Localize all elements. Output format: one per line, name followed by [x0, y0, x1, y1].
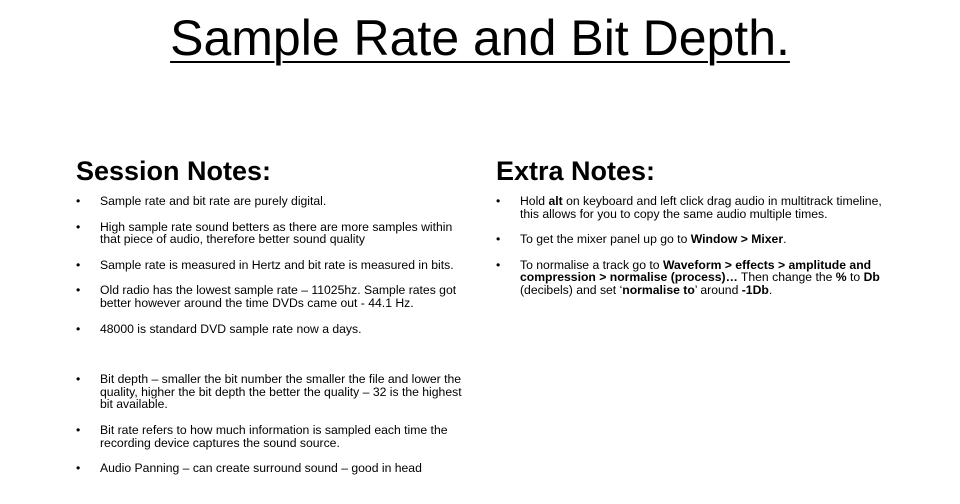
- bold-term: Waveform > effects > amplitude and compression > normalise (process)…: [520, 257, 872, 285]
- list-item-text: Sample rate is measured in Hertz and bit rate is measured in bits.: [100, 257, 454, 272]
- list-item: [76, 462, 468, 475]
- list-item: [76, 323, 468, 336]
- text-segment: Then change the: [737, 270, 836, 285]
- extra-notes-heading: Extra Notes:: [496, 156, 656, 186]
- bullet-icon: •: [496, 194, 501, 208]
- bullet-icon: •: [496, 257, 501, 272]
- bold-term: Window > Mixer: [690, 232, 784, 247]
- list-item: [76, 195, 468, 208]
- list-item: [76, 424, 468, 449]
- extra-notes-section: [496, 154, 886, 310]
- bullet-icon: •: [76, 283, 81, 298]
- list-item: [76, 284, 468, 309]
- list-item-text: Sample rate and bit rate are purely digital.: [100, 194, 327, 208]
- text-segment: .: [768, 282, 773, 297]
- extra-notes-list: [496, 195, 886, 297]
- text-segment: ’ around: [694, 282, 742, 297]
- text-segment: .: [783, 232, 787, 247]
- session-notes-section: [76, 154, 468, 488]
- list-item-text: Bit depth – smaller the bit number the smaller the file and lower the quality, higher the bit depth the better the quality – 32 is the highest bit available.: [100, 372, 462, 412]
- list-item-text: Bit rate refers to how much information is sampled each time the recording device captures the sound source.: [100, 422, 448, 450]
- list-item-text: [520, 232, 786, 246]
- list-item-text: Old radio has the lowest sample rate – 11025hz. Sample rates got better however around the time DVDs came out - 44.1 Hz.: [100, 283, 457, 310]
- list-item: [496, 233, 886, 246]
- list-item: [76, 373, 468, 411]
- bullet-icon: •: [76, 461, 81, 476]
- list-item: [76, 259, 468, 272]
- list-item-text: 48000 is standard DVD sample rate now a days.: [100, 321, 362, 336]
- list-item-text: [520, 258, 880, 297]
- text-segment: To get the mixer panel up go to: [520, 232, 691, 247]
- text-segment: to: [846, 270, 864, 285]
- bullet-icon: •: [76, 422, 81, 437]
- list-item-text: Audio Panning – can create surround sound – good in head: [100, 461, 422, 476]
- session-notes-heading: Session Notes:: [76, 156, 272, 186]
- bullet-icon: •: [76, 194, 81, 208]
- bullet-icon: •: [76, 321, 81, 336]
- text-segment: on keyboard and left click drag audio in multitrack timeline, this allows for you to copy the same audio multiple times.: [520, 194, 882, 221]
- bullet-icon: •: [76, 372, 81, 387]
- bold-term: %: [835, 270, 847, 285]
- slide-title: Sample Rate and Bit Depth.: [170, 10, 790, 66]
- list-item: [76, 221, 468, 246]
- list-item-text: [520, 194, 882, 221]
- bold-term: -1Db: [741, 282, 769, 297]
- bold-term: normalise to: [622, 282, 695, 297]
- bullet-icon: •: [76, 257, 81, 272]
- bold-term: Db: [863, 270, 880, 285]
- list-item-text: High sample rate sound betters as there are more samples within that piece of audio, therefore better sound quality: [100, 219, 453, 247]
- text-segment: (decibels) and set ‘: [520, 282, 623, 297]
- bullet-icon: •: [496, 232, 501, 247]
- list-item: [496, 195, 886, 220]
- bullet-icon: •: [76, 219, 81, 234]
- bold-term: alt: [548, 194, 563, 208]
- text-segment: To normalise a track go to: [520, 257, 663, 272]
- list-item: [496, 259, 886, 297]
- text-segment: Hold: [520, 194, 549, 208]
- session-notes-list: [76, 195, 468, 475]
